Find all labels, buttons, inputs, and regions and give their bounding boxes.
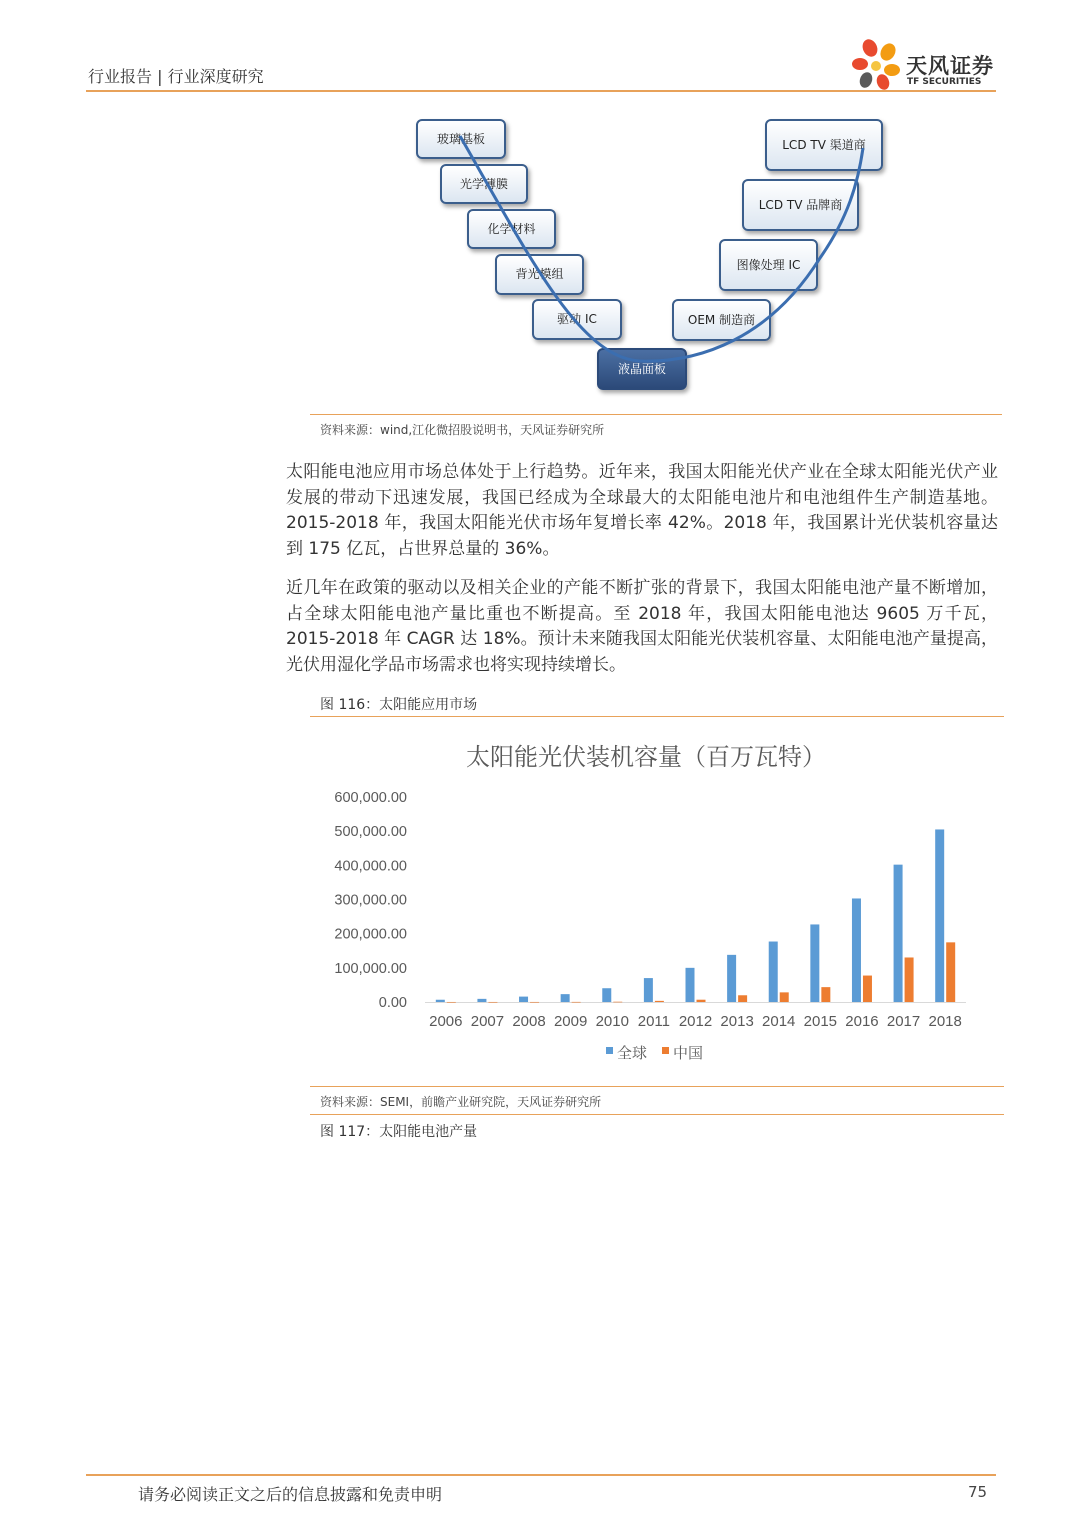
- figure-116-caption: 图 116：太阳能应用市场: [320, 697, 478, 713]
- bar-china: [863, 976, 872, 1002]
- chart-title: 太阳能光伏装机容量（百万瓦特）: [466, 744, 826, 771]
- x-tick-label: 2007: [470, 1013, 505, 1030]
- y-tick-label: 400,000.00: [334, 858, 407, 875]
- diagram-box-glass-substrate: 玻璃基板: [416, 119, 506, 159]
- y-tick-label: 600,000.00: [334, 790, 407, 806]
- x-tick-label: 2013: [720, 1013, 754, 1030]
- x-tick-label: 2008: [512, 1013, 546, 1030]
- bar-china: [613, 1002, 622, 1003]
- footer-divider: [86, 1474, 996, 1476]
- x-tick-label: 2014: [762, 1013, 796, 1030]
- legend-swatch-china: [662, 1047, 669, 1054]
- x-tick-label: 2018: [928, 1013, 962, 1030]
- bar-china: [655, 1001, 664, 1002]
- diagram-rule: [310, 414, 1002, 415]
- industry-chain-diagram: [300, 108, 1000, 408]
- body-paragraph-1: 太阳能电池应用市场总体处于上行趋势。近年来，我国太阳能光伏产业在全球太阳能光伏产业发展的带动下迅速发展，我国已经成为全球最大的太阳能电池片和电池组件生产制造基地。2015-2018 年，我国太阳能光伏市场年复增长率 42%。2018 年，我国累计光伏装机容量达到 175 亿瓦，占世界总量的 36%。: [286, 462, 998, 559]
- bar-china: [530, 1002, 539, 1003]
- figure-116-bottom-rule: [310, 1086, 1004, 1087]
- bar-global: [935, 829, 944, 1002]
- legend-label-global: 全球: [617, 1045, 648, 1062]
- bar-global: [519, 997, 528, 1002]
- report-section-title: 行业报告 | 行业深度研究: [88, 67, 264, 86]
- bar-global: [477, 999, 486, 1002]
- footer-disclaimer: 请务必阅读正文之后的信息披露和免责申明: [138, 1485, 443, 1504]
- bar-china: [447, 1002, 456, 1003]
- diagram-box-backlight-module: 背光模组: [495, 254, 584, 295]
- bar-global: [644, 978, 653, 1002]
- x-tick-label: 2009: [553, 1013, 588, 1030]
- y-tick-label: 300,000.00: [334, 892, 407, 909]
- y-tick-label: 500,000.00: [334, 824, 407, 841]
- bar-china: [821, 987, 830, 1002]
- legend-label-china: 中国: [673, 1045, 704, 1062]
- y-tick-label: 100,000.00: [334, 960, 407, 977]
- page-number: 75: [968, 1483, 988, 1501]
- diagram-box-tv-channel: LCD TV 渠道商: [765, 119, 883, 171]
- diagram-box-oem: OEM 制造商: [672, 299, 771, 341]
- solar-capacity-bar-chart: [310, 725, 1004, 1080]
- x-tick-label: 2015: [803, 1013, 838, 1030]
- x-tick-label: 2006: [429, 1013, 463, 1030]
- bar-china: [946, 942, 955, 1002]
- bar-global: [810, 924, 819, 1002]
- value-chain-curve: [300, 108, 1000, 408]
- bar-global: [894, 865, 903, 1002]
- x-tick-label: 2016: [845, 1013, 879, 1030]
- bar-china: [905, 957, 914, 1002]
- diagram-box-image-processing-ic: 图像处理 IC: [719, 239, 818, 291]
- figure-117-caption: 图 117：太阳能电池产量: [320, 1124, 478, 1140]
- figure-117-top-rule: [310, 1114, 1004, 1115]
- diagram-box-tv-brand: LCD TV 品牌商: [742, 179, 859, 231]
- x-tick-label: 2017: [886, 1013, 921, 1030]
- bar-global: [852, 898, 861, 1002]
- y-tick-label: 200,000.00: [334, 926, 407, 943]
- bar-global: [561, 994, 570, 1002]
- y-tick-label: 0.00: [378, 995, 407, 1011]
- bar-global: [436, 1000, 445, 1002]
- bar-china: [572, 1002, 581, 1003]
- body-paragraph-2: 近几年在政策的驱动以及相关企业的产能不断扩张的背景下，我国太阳能电池产量不断增加，占全球太阳能电池产量比重也不断提高。至 2018 年，我国太阳能电池达 9605 万千瓦，2015-2018 年 CAGR 达 18%。预计未来随我国太阳能光伏装机容量、太阳能电池产量提高，光伏用湿化学品市场需求也将实现持续增长。: [286, 578, 998, 675]
- brand-name-en: TF SECURITIES: [907, 77, 982, 87]
- bar-china: [738, 995, 747, 1002]
- diagram-source-note: 资料来源：wind,江化微招股说明书，天风证券研究所: [320, 423, 605, 437]
- diagram-box-optical-film: 光学薄膜: [440, 164, 528, 204]
- bar-china: [488, 1002, 497, 1003]
- bar-global: [727, 955, 736, 1002]
- x-tick-label: 2011: [637, 1013, 671, 1030]
- x-tick-label: 2012: [678, 1013, 713, 1030]
- bar-china: [697, 1000, 706, 1002]
- diagram-box-driver-ic: 驱动 IC: [532, 299, 622, 340]
- diagram-box-lcd-panel: 液晶面板: [597, 348, 687, 390]
- bar-china: [780, 992, 789, 1002]
- bar-global: [602, 988, 611, 1002]
- x-tick-label: 2010: [595, 1013, 629, 1030]
- figure-116-top-rule: [310, 716, 1004, 717]
- brand-logo-icon: [850, 36, 904, 92]
- bar-global: [769, 942, 778, 1002]
- bar-global: [686, 968, 695, 1002]
- legend-swatch-global: [606, 1047, 613, 1054]
- diagram-box-chemical-material: 化学材料: [467, 209, 556, 249]
- brand-name: 天风证券: [906, 54, 994, 78]
- figure-116-source-note: 资料来源：SEMI，前瞻产业研究院，天风证券研究所: [320, 1095, 602, 1109]
